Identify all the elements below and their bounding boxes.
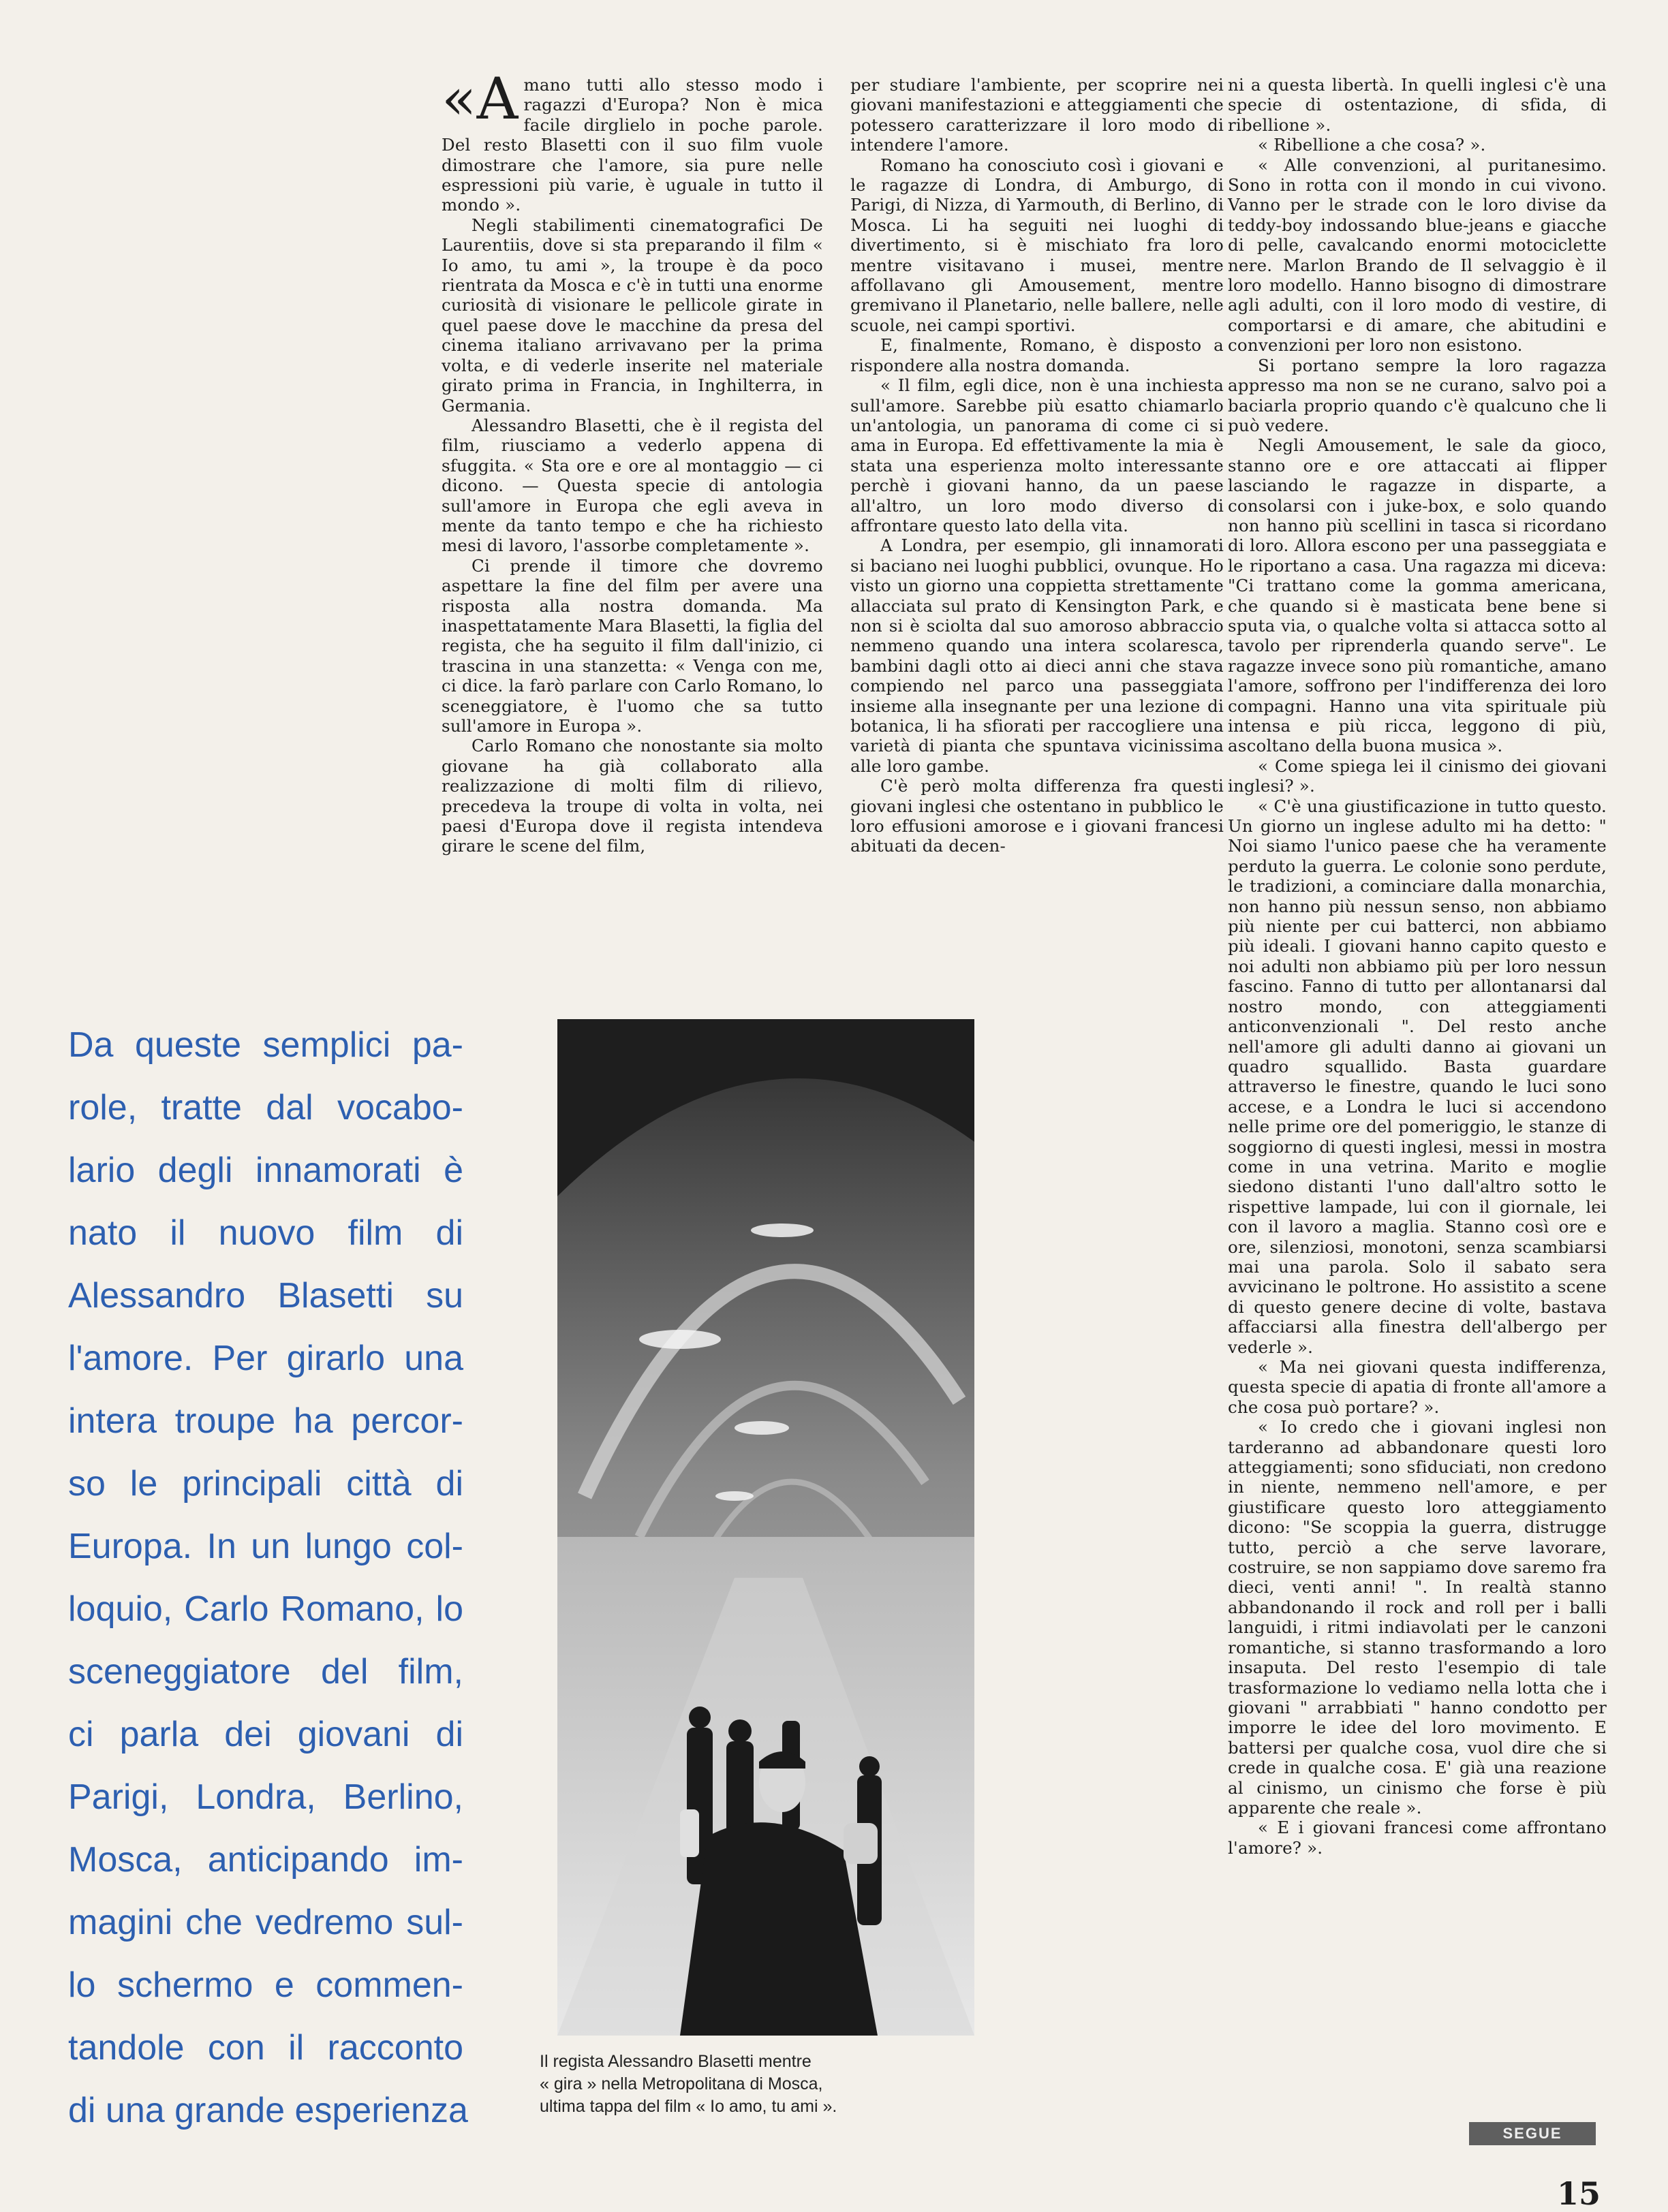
paragraph: « Alle convenzioni, al puritanesimo. Sono in rotta con il mondo in cui vivono. Vanno per le strade con le loro divise da teddy-boy indossando blue-jeans e giacche di pelle, cavalcando enormi motociclette nere. Marlon Brando de Il selvaggio è il loro modello. Hanno bisogno di dimostrare agli adulti, con il loro modo di vestire, di comportarsi e di amare, che abitudini e convenzioni per loro non esistono. [1228,155,1607,356]
bleed-through-text [0,0,395,940]
paragraph: Negli Amousement, le sale da gioco, stanno ore e ore attaccati ai flipper lasciando le ragazze in disparte, a consolarsi con i juke-box, e solo quando non hanno più scellini in tasca si ricordano di loro. Allora escono per una passeggiata e le riportano a casa. Una ragazza mi diceva: "Ci trattano come la gomma americana, che quando si è masticata bene bene si sputa via, o qualche volta si attacca sotto al tavolo per riprenderla quando serve". Le ragazze invece sono più romantiche, amano l'amore, soffrono per l'indifferenza dei loro compagni. Hanno una vita spirituale più intensa e più ricca, leggono di più, ascoltano della buona musica ». [1228,435,1607,756]
blurb-line: l'amore. Per girarlo una [68,1339,463,1378]
blurb-line: so le principali città di [68,1464,463,1504]
blurb-line: sceneggiatore del film, [68,1652,463,1692]
paragraph: « Come spiega lei il cinismo dei giovani inglesi? ». [1228,755,1607,796]
caption-line: « gira » nella Metropolitana di Mosca, [540,2074,823,2093]
blurb-line: Europa. In un lungo col- [68,1527,463,1566]
paragraph: A Londra, per esempio, gli innamorati si baciano nei luoghi pubblici, ovunque. Ho visto un giorno una coppietta strettamente allacciata sul prato di Kensington Park, e non si è sciolta dal suo amoroso abbraccio nemmeno quando una intera scolaresca, bambini dagli otto ai dieci anni che stava compiendo nel parco una passeggiata insieme alla insegnante per una lezione di botanica, li ha sfiorati per raccogliere una varietà di pianta che spuntava vicinissima alle loro gambe. [850,535,1224,776]
paragraph-text: mano tutti allo stesso modo i ragazzi d'Europa? Non è mica facile dirglielo in poche parole. Del resto Blasetti con il suo film vuole dimostrare che l'amore, sia pure nelle espressioni più varie, è uguale in tutto il mondo ». [442,75,823,215]
paragraph: E, finalmente, Romano, è disposto a rispondere alla nostra domanda. [850,335,1224,375]
metro-photo [557,1019,974,2036]
paragraph: « E i giovani francesi come affrontano l'amore? ». [1228,1818,1607,1858]
intro-blurb [68,1014,468,2142]
page-number: 15 [1557,2175,1601,2212]
article-column-2 [850,75,1224,856]
paragraph: C'è però molta differenza fra questi giovani inglesi che ostentano in pubblico le loro effusioni amorose e i giovani francesi abituati da decen- [850,776,1224,856]
blurb-line: Da queste semplici pa- [68,1025,463,1065]
paragraph: « Io credo che i giovani inglesi non tarderanno ad abbandonare questi loro atteggiamenti; sono sfiduciati, non credono in niente, nemmeno nell'amore, e per giustificare questo loro atteggiamento dicono: "Se scoppia la guerra, distrugge tutto, perciò a che serve lavorare, costruire, se non sappiamo dove saremo fra dieci, venti anni! ". In realtà stanno abbandonando il rock and roll per i balli languidi, i ritmi indiavolati per le canzoni romantiche, si stanno trasformando a loro insaputa. Del resto l'esempio di tale trasformazione lo vediamo nella lotta che i giovani " arrabbiati " hanno condotto per imporre le idee del loro movimento. E battersi per qualche cosa, vuol dire che si crede in qualche cosa. E' già una reazione al cinismo, un cinismo che forse è più apparente che reale ». [1228,1417,1607,1818]
blurb-line: Parigi, Londra, Berlino, [68,1777,463,1817]
blurb-line: lario degli innamorati è [68,1151,463,1190]
blurb-line: nato il nuovo film di [68,1213,463,1253]
blurb-line: loquio, Carlo Romano, lo [68,1589,463,1629]
blurb-line: di una grande esperienza [68,2091,468,2130]
metro-photo-illustration [557,1019,974,2036]
article-column-3 [1228,75,1607,2037]
paragraph: Romano ha conosciuto così i giovani e le ragazze di Londra, di Amburgo, di Parigi, di Nizza, di Yarmouth, di Berlino, di Mosca. Li ha seguiti nei luoghi di divertimento, si è mischiato fra loro mentre visitavano i musei, mentre affollavano gli Amousement, mentre gremivano il Planetario, nelle ballere, nelle scuole, nei campi sportivi. [850,155,1224,335]
article-column-1 [442,65,823,856]
blurb-line: lo schermo e commen- [68,1965,463,2005]
blurb-line: Mosca, anticipando im- [68,1840,463,1880]
continued-marker: SEGUE [1469,2122,1596,2145]
paragraph: ni a questa libertà. In quelli inglesi c'è una specie di ostentazione, di sfida, di ribellione ». [1228,75,1607,135]
caption-line: ultima tappa del film « Io amo, tu ami ». [540,2097,837,2116]
paragraph: Carlo Romano che nonostante sia molto giovane ha già collaborato alla realizzazione di molti film di rilievo, precedeva la troupe di volta in volta, nei paesi d'Europa dove il regista intendeva girare le scene del film, [442,736,823,856]
caption-line: Il regista Alessandro Blasetti mentre [540,2052,812,2071]
paragraph: Alessandro Blasetti, che è il regista del film, riusciamo a vederlo appena di sfuggita. « Sta ore e ore al montaggio — ci dicono. — Questa specie di antologia sull'amore in Europa che egli aveva in mente da tanto tempo e che ha richiesto mesi di lavoro, l'assorbe completamente ». [442,415,823,556]
blurb-line: ci parla dei giovani di [68,1715,463,1754]
blurb-line: tandole con il racconto [68,2028,463,2068]
blurb-line: intera troupe ha percor- [68,1401,463,1441]
paragraph: Si portano sempre la loro ragazza appresso ma non se ne curano, salvo poi a baciarla proprio quando c'è qualcuno che li può vedere. [1228,355,1607,435]
blurb-line: role, tratte dal vocabo- [68,1088,463,1127]
blurb-line: Alessandro Blasetti su [68,1276,463,1315]
paragraph: « C'è una giustificazione in tutto questo. Un giorno un inglese adulto mi ha detto: " Noi siamo l'unico paese che ha veramente perduto la guerra. Le colonie sono perdute, le tradizioni, a cominciare dalla monarchia, non hanno più nessun senso, non abbiamo più niente per cui batterci, non abbiamo più ideali. I giovani hanno capito questo e noi adulti non abbiamo più per loro nessun fascino. Fanno di tutto per allontanarsi dal nostro mondo, con atteggiamenti anticonvenzionali ". Del resto anche nell'amore gli adulti danno ai giovani un quadro squallido. Basta guardare attraverso le finestre, quando le luci sono accese, e a Londra le luci si accendono nelle prime ore del pomeriggio, le stanze di soggiorno di questi inglesi, messi in mostra come in una vetrina. Marito e moglie siedono distanti l'uno dall'altro sotto le rispettive lampade, lui con il giornale, lei con il lavoro a maglia. Stanno così ore e ore, silenziosi, monotoni, senza scambiarsi mai una parola. Solo il sabato sera avvicinano le poltrone. Ho assistito a scene di questo genere decine di volte, bastava affacciarsi alla finestra dell'albergo per vederle ». [1228,796,1607,1357]
paragraph: per studiare l'ambiente, per scoprire nei giovani manifestazioni e atteggiamenti che potessero caratterizzare il loro modo di intendere l'amore. [850,75,1224,155]
paragraph [442,65,823,215]
paragraph: Ci prende il timore che dovremo aspettare la fine del film per avere una risposta alla nostra domanda. Ma inaspettatamente Mara Blasetti, la figlia del regista, che ha seguito il film dall'inizio, ci trascina in una stanzetta: « Venga con me, ci dice. la farò parlare con Carlo Romano, lo sceneggiatore, è l'uomo che sa tutto sull'amore in Europa ». [442,555,823,736]
paragraph: « Ma nei giovani questa indifferenza, questa specie di apatia di fronte all'amore a che cosa può portare? ». [1228,1357,1607,1417]
drop-cap: «A [442,65,519,132]
blurb-line: magini che vedremo sul- [68,1903,463,1942]
paragraph: « Ribellione a che cosa? ». [1258,135,1486,155]
paragraph: Negli stabilimenti cinematografici De Laurentiis, dove si sta preparando il film « Io amo, tu ami », la troupe è da poco rientrata da Mosca e c'è in tutti una enorme curiosità di visionare le pellicole girate in quel paese dove le macchine da presa del cinema italiano arrivavano per la prima volta, e di vederle inserite nel materiale girato prima in Francia, in Inghilterra, in Germania. [442,215,823,416]
paragraph: « Il film, egli dice, non è una inchiesta sull'amore. Sarebbe più esatto chiamarlo un'antologia, un panorama di come ci si ama in Europa. Ed effettivamente la mia è stata una esperienza molto interessante perchè i giovani hanno, da un paese all'altro, un loro modo diverso di affrontare questo lato della vita. [850,375,1224,535]
photo-caption [540,2051,1017,2118]
